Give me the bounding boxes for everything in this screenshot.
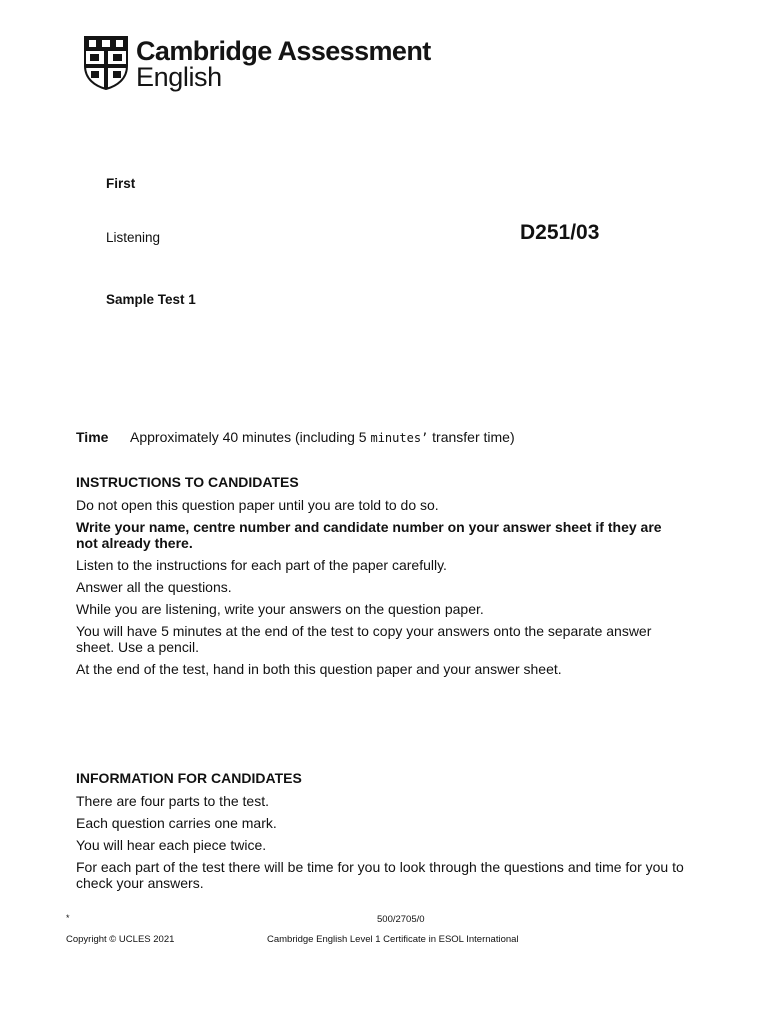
logo-subtitle: English	[136, 62, 222, 92]
cambridge-shield-icon	[84, 36, 128, 90]
logo-title: Cambridge Assessment	[136, 36, 431, 66]
instruction-item: While you are listening, write your answers on the question paper.	[76, 601, 484, 617]
cambridge-logo	[84, 36, 431, 92]
time-text-minutes: minutes’	[370, 431, 429, 445]
instruction-item: At the end of the test, hand in both this question paper and your answer sheet.	[76, 661, 562, 677]
instructions-heading: INSTRUCTIONS TO CANDIDATES	[76, 474, 299, 490]
time-text	[130, 429, 515, 445]
time-text-end: transfer time)	[428, 429, 515, 445]
certificate-name: Cambridge English Level 1 Certificate in ESOL International	[267, 934, 519, 945]
information-heading: INFORMATION FOR CANDIDATES	[76, 770, 302, 786]
copyright-notice: Copyright © UCLES 2021	[66, 934, 175, 945]
time-text-start: Approximately 40 minutes (including 5	[130, 429, 371, 445]
paper-name: Listening	[106, 230, 161, 245]
paper-code: D251/03	[520, 221, 600, 244]
information-section	[76, 770, 686, 897]
information-item: For each part of the test there will be time for you to look through the questions and time for you to check your answers.	[76, 859, 684, 891]
time-label: Time	[76, 429, 109, 445]
instruction-item: Listen to the instructions for each part of the paper carefully.	[76, 557, 447, 573]
instruction-item: Answer all the questions.	[76, 579, 232, 595]
information-item: Each question carries one mark.	[76, 815, 277, 831]
information-item: There are four parts to the test.	[76, 793, 269, 809]
sample-test-label: Sample Test 1	[106, 292, 196, 307]
exam-level: First	[106, 176, 136, 191]
instruction-item: Write your name, centre number and candidate number on your answer sheet if they are not already there.	[76, 519, 662, 551]
instruction-item: Do not open this question paper until you are told to do so.	[76, 497, 439, 513]
qualification-code: 500/2705/0	[377, 914, 425, 925]
instructions-section	[76, 474, 686, 683]
instruction-item: You will have 5 minutes at the end of the test to copy your answers onto the separate answer sheet. Use a pencil.	[76, 623, 652, 655]
footnote-mark: *	[66, 913, 70, 923]
information-item: You will hear each piece twice.	[76, 837, 267, 853]
